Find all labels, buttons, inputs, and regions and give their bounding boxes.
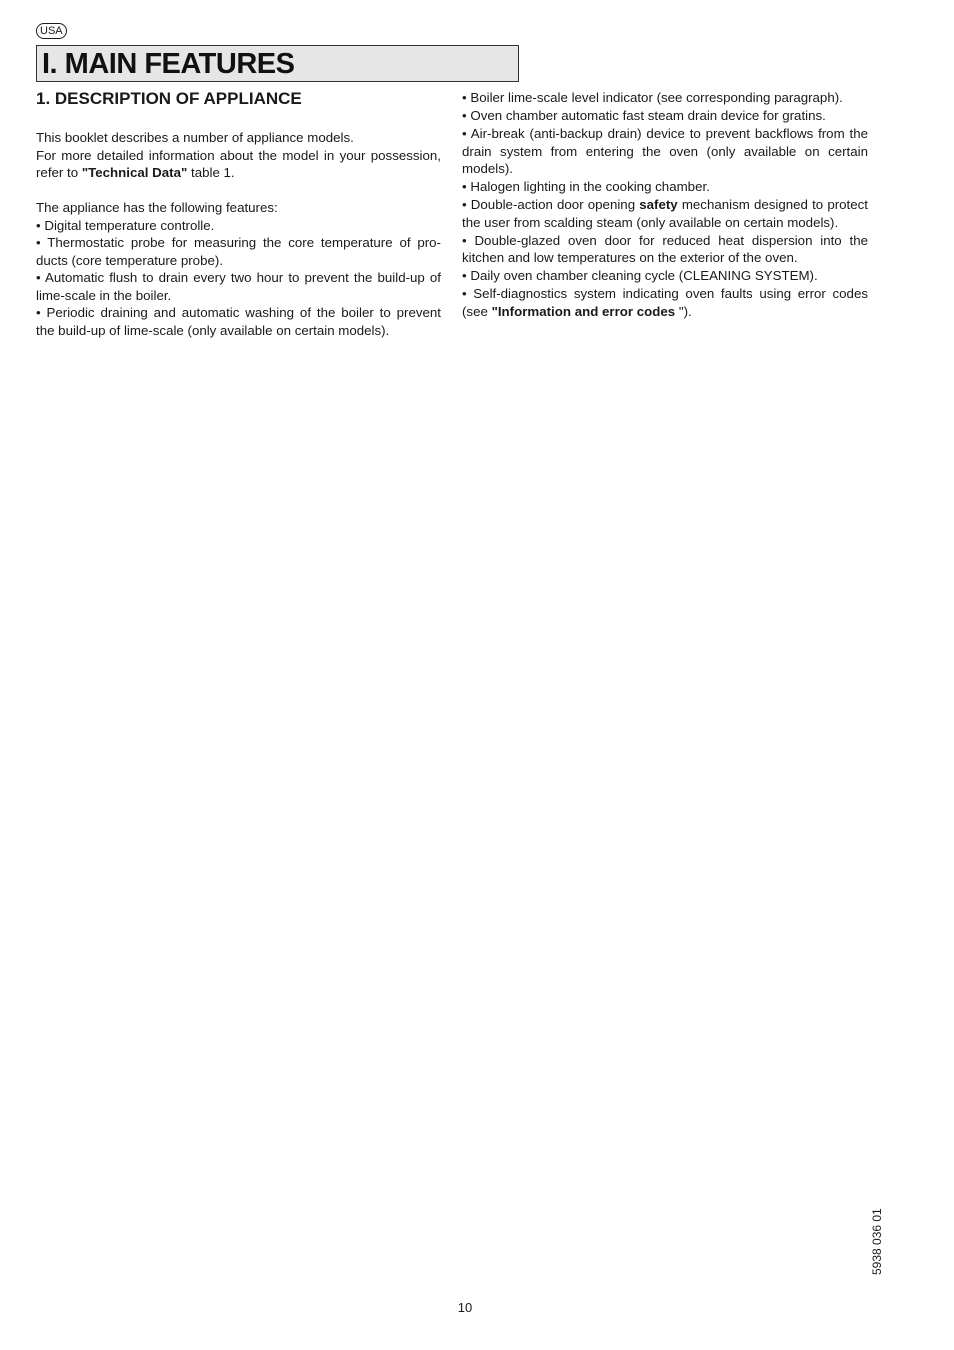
page-number: 10 xyxy=(457,1300,473,1315)
intro-paragraph-1: This booklet describes a number of appliance models. xyxy=(36,130,354,145)
feature-item: • Air-break (anti-backup drain) device to prevent backflows from the drain system from entering the oven (only available on certain models). xyxy=(462,126,868,176)
section-heading: 1. DESCRIPTION OF APPLIANCE xyxy=(36,89,302,108)
right-column xyxy=(462,89,868,321)
region-badge: USA xyxy=(36,23,67,39)
feature-item: • Daily oven chamber cleaning cycle (CLEANING SYSTEM). xyxy=(462,268,818,283)
intro-paragraph-2: For more detailed information about the model in your possession, refer to "Technical Data" table 1. xyxy=(36,147,441,180)
feature-item: • Double-glazed oven door for reduced heat dispersion into the kitchen and low temperatures on the exterior of the oven. xyxy=(462,232,868,265)
feature-item-safety: • Double-action door opening safety mechanism designed to protect the user from scalding steam (only available on certain models). xyxy=(462,197,868,230)
feature-item-diagnostics: • Self-diagnostics system indicating oven faults using error codes (see "Information and error codes "). xyxy=(462,286,868,319)
feature-item: • Boiler lime-scale level indicator (see corresponding paragraph). xyxy=(462,90,843,105)
document-number: 5938 036 01 xyxy=(870,1208,884,1275)
feature-item: • Halogen lighting in the cooking chamber. xyxy=(462,179,710,194)
features-intro: The appliance has the following features: xyxy=(36,200,278,215)
feature-item: • Thermostatic probe for measuring the core temperature of pro-ducts (core temperature probe). xyxy=(36,235,441,268)
technical-data-reference: "Technical Data" xyxy=(81,165,188,180)
chapter-title: I. MAIN FEATURES xyxy=(42,48,295,80)
feature-item: • Automatic flush to drain every two hour to prevent the build-up of lime-scale in the boiler. xyxy=(36,270,441,303)
feature-item: • Periodic draining and automatic washing of the boiler to prevent the build-up of lime-scale (only available on certain models). xyxy=(36,305,441,338)
feature-item: • Oven chamber automatic fast steam drain device for gratins. xyxy=(462,108,826,123)
left-column xyxy=(36,89,441,339)
chapter-title-box xyxy=(36,45,519,82)
feature-item: • Digital temperature controlle. xyxy=(36,217,215,233)
